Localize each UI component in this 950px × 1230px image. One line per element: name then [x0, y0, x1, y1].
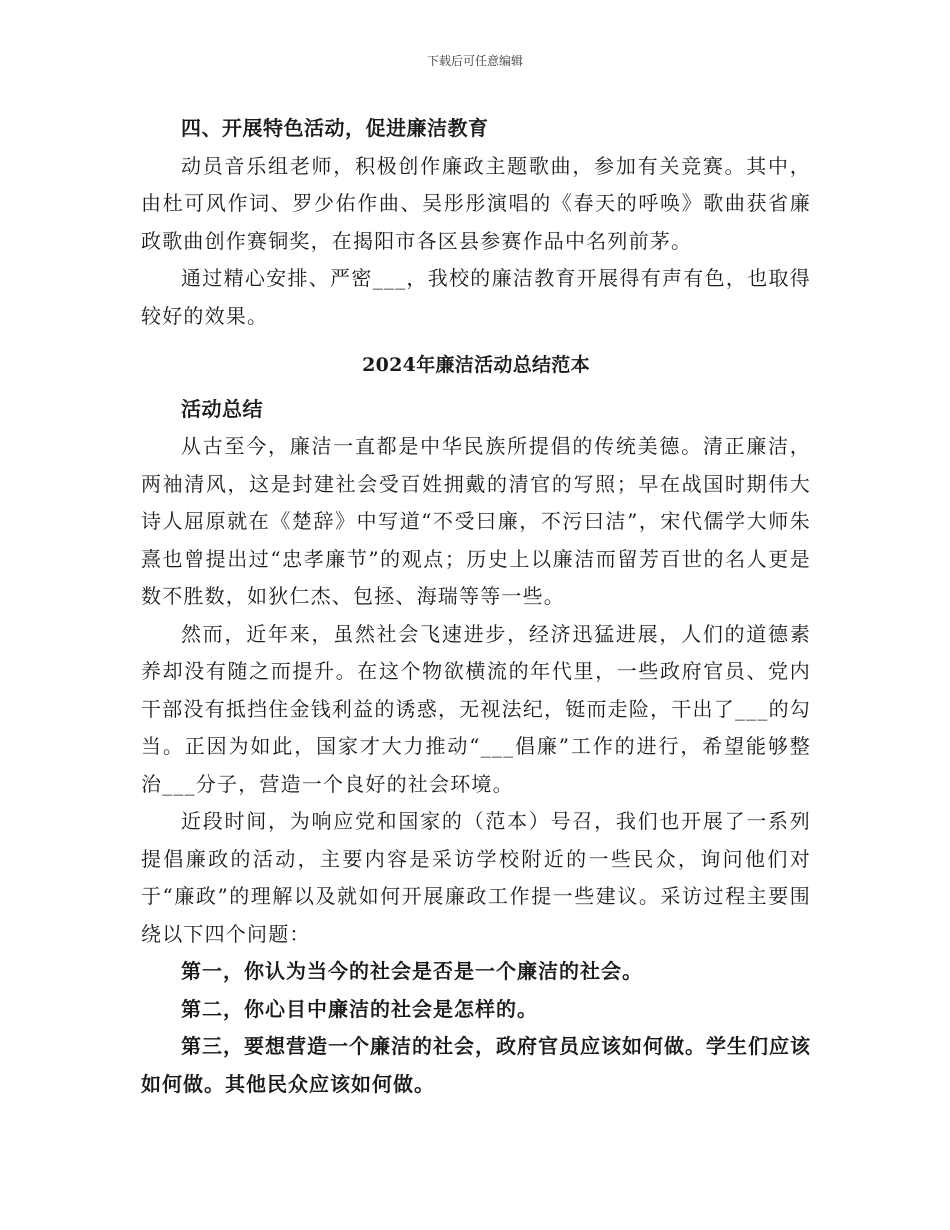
section-heading: 活动总结: [181, 396, 263, 421]
question-item: 第二，你心目中廉洁的社会是怎样的。: [181, 996, 538, 1021]
document-body: [141, 110, 811, 1103]
section-heading: 四、开展特色活动，促进廉洁教育: [181, 116, 489, 140]
paragraph: 动员音乐组老师，积极创作廉政主题歌曲，参加有关竞赛。其中，由杜可风作词、罗少佑作曲、吴彤彤演唱的《春天的呼唤》歌曲获省廉政歌曲创作赛铜奖，在揭阳市各区县参赛作品中名列前茅。: [141, 153, 811, 253]
question-item: 第三，要想营造一个廉洁的社会，政府官员应该如何做。学生们应该如何做。其他民众应该如何做。: [141, 1034, 811, 1096]
paragraph: 近段时间，为响应党和国家的（范本）号召，我们也开展了一系列提倡廉政的活动，主要内容是采访学校附近的一些民众，询问他们对于“廉政”的理解以及就如何开展廉政工作提一些建议。采访过程主要围绕以下四个问题：: [141, 809, 811, 946]
paragraph: 从古至今，廉洁一直都是中华民族所提倡的传统美德。清正廉洁，两袖清风，这是封建社会受百姓拥戴的清官的写照；早在战国时期伟大诗人屈原就在《楚辞》中写道“不受曰廉，不污曰洁”，宋代儒学大师朱熹也曾提出过“忠孝廉节”的观点；历史上以廉洁而留芳百世的名人更是数不胜数，如狄仁杰、包拯、海瑞等等一些。: [141, 434, 811, 608]
page-header-note: 下载后可任意编辑: [426, 54, 523, 68]
paragraph: 然而，近年来，虽然社会飞速进步，经济迅猛进展，人们的道德素养却没有随之而提升。在这个物欲横流的年代里，一些政府官员、党内干部没有抵挡住金钱利益的诱惑，无视法纪，铤而走险，干出了___的勾当。正因为如此，国家才大力推动“___倡廉”工作的进行，希望能够整治___分子，营造一个良好的社会环境。: [141, 621, 811, 796]
paragraph: 通过精心安排、严密___，我校的廉洁教育开展得有声有色，也取得较好的效果。: [141, 266, 811, 328]
document-title: 2024年廉洁活动总结范本: [362, 354, 590, 376]
question-item: 第一，你认为当今的社会是否是一个廉洁的社会。: [181, 959, 643, 983]
